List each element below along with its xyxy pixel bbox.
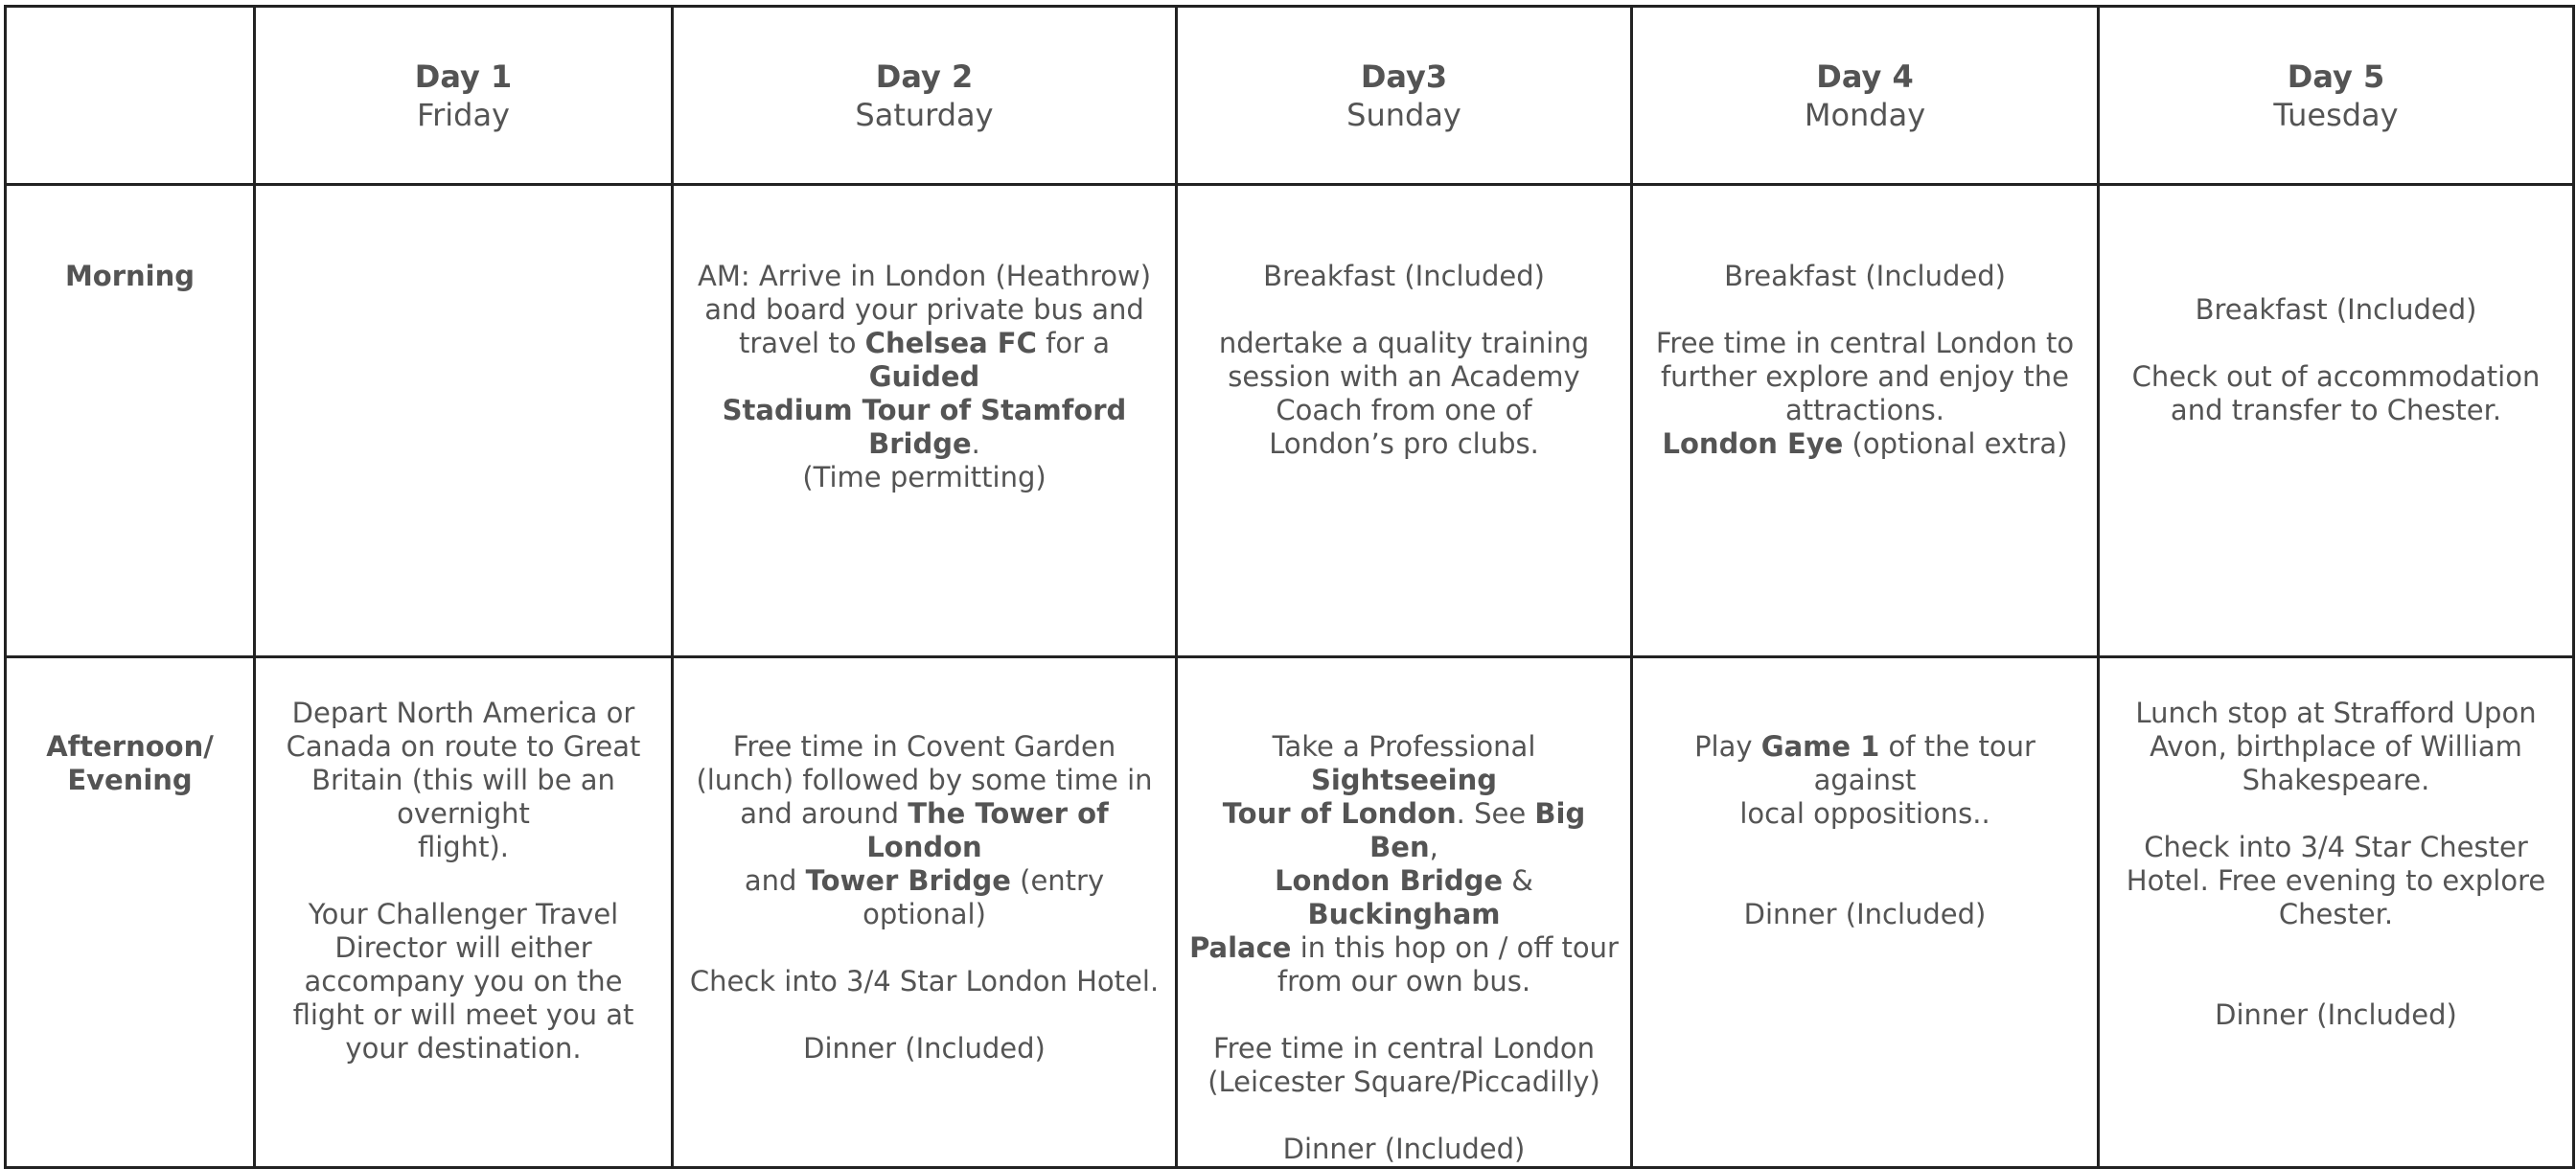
day-weekday: Saturday [855, 96, 994, 133]
afternoon-day-5: Lunch stop at Strafford Upon Avon, birthplace of William Shakespeare. Check into 3/4 Star Chester Hotel. Free evening to explore Chester. Dinner (Included) [2099, 657, 2574, 1168]
day-number: Day 5 [2287, 57, 2385, 95]
itinerary-table [4, 5, 2575, 1169]
day-weekday: Tuesday [2273, 96, 2399, 133]
header-day-1 [255, 7, 673, 185]
morning-day-1 [255, 185, 673, 657]
afternoon-day-2: Free time in Covent Garden (lunch) followed by some time in and around The Tower of London and Tower Bridge (entry optional) Check into 3/4 Star London Hotel. Dinner (Included) [673, 657, 1177, 1168]
day-weekday: Monday [1804, 96, 1926, 133]
corner-cell [6, 7, 255, 185]
afternoon-day-1: Depart North America or Canada on route to Great Britain (this will be an overnight flight). Your Challenger Travel Director will either accompany you on the flight or will meet you at your destination. [255, 657, 673, 1168]
day-weekday: Sunday [1346, 96, 1461, 133]
afternoon-label: Afternoon/ Evening [6, 657, 255, 1168]
day-weekday: Friday [417, 96, 510, 133]
header-day-3 [1177, 7, 1632, 185]
day-number: Day 1 [414, 57, 513, 95]
afternoon-day-4: Play Game 1 of the tour against local oppositions.. Dinner (Included) [1632, 657, 2099, 1168]
morning-label: Morning [6, 185, 255, 657]
morning-day-3: Breakfast (Included) ndertake a quality training session with an Academy Coach from one of London’s pro clubs. [1177, 185, 1632, 657]
header-day-2 [673, 7, 1177, 185]
day-number: Day 2 [875, 57, 974, 95]
morning-row [6, 185, 2574, 657]
afternoon-row [6, 657, 2574, 1168]
day-number: Day 4 [1816, 57, 1914, 95]
morning-day-2: AM: Arrive in London (Heathrow) and board your private bus and travel to Chelsea FC for a Guided Stadium Tour of Stamford Bridge. (Time permitting) [673, 185, 1177, 657]
header-day-4 [1632, 7, 2099, 185]
header-day-5 [2099, 7, 2574, 185]
morning-day-5: Breakfast (Included) Check out of accommodation and transfer to Chester. [2099, 185, 2574, 657]
day-number: Day3 [1360, 57, 1448, 95]
afternoon-day-3: Take a Professional Sightseeing Tour of London. See Big Ben, London Bridge & Buckingham Palace in this hop on / off tour from our own bus. Free time in central London (Leicester Square/Piccadilly) Dinner (Included) [1177, 657, 1632, 1168]
morning-day-4: Breakfast (Included) Free time in central London to further explore and enjoy the attractions. London Eye (optional extra) [1632, 185, 2099, 657]
header-row [6, 7, 2574, 185]
